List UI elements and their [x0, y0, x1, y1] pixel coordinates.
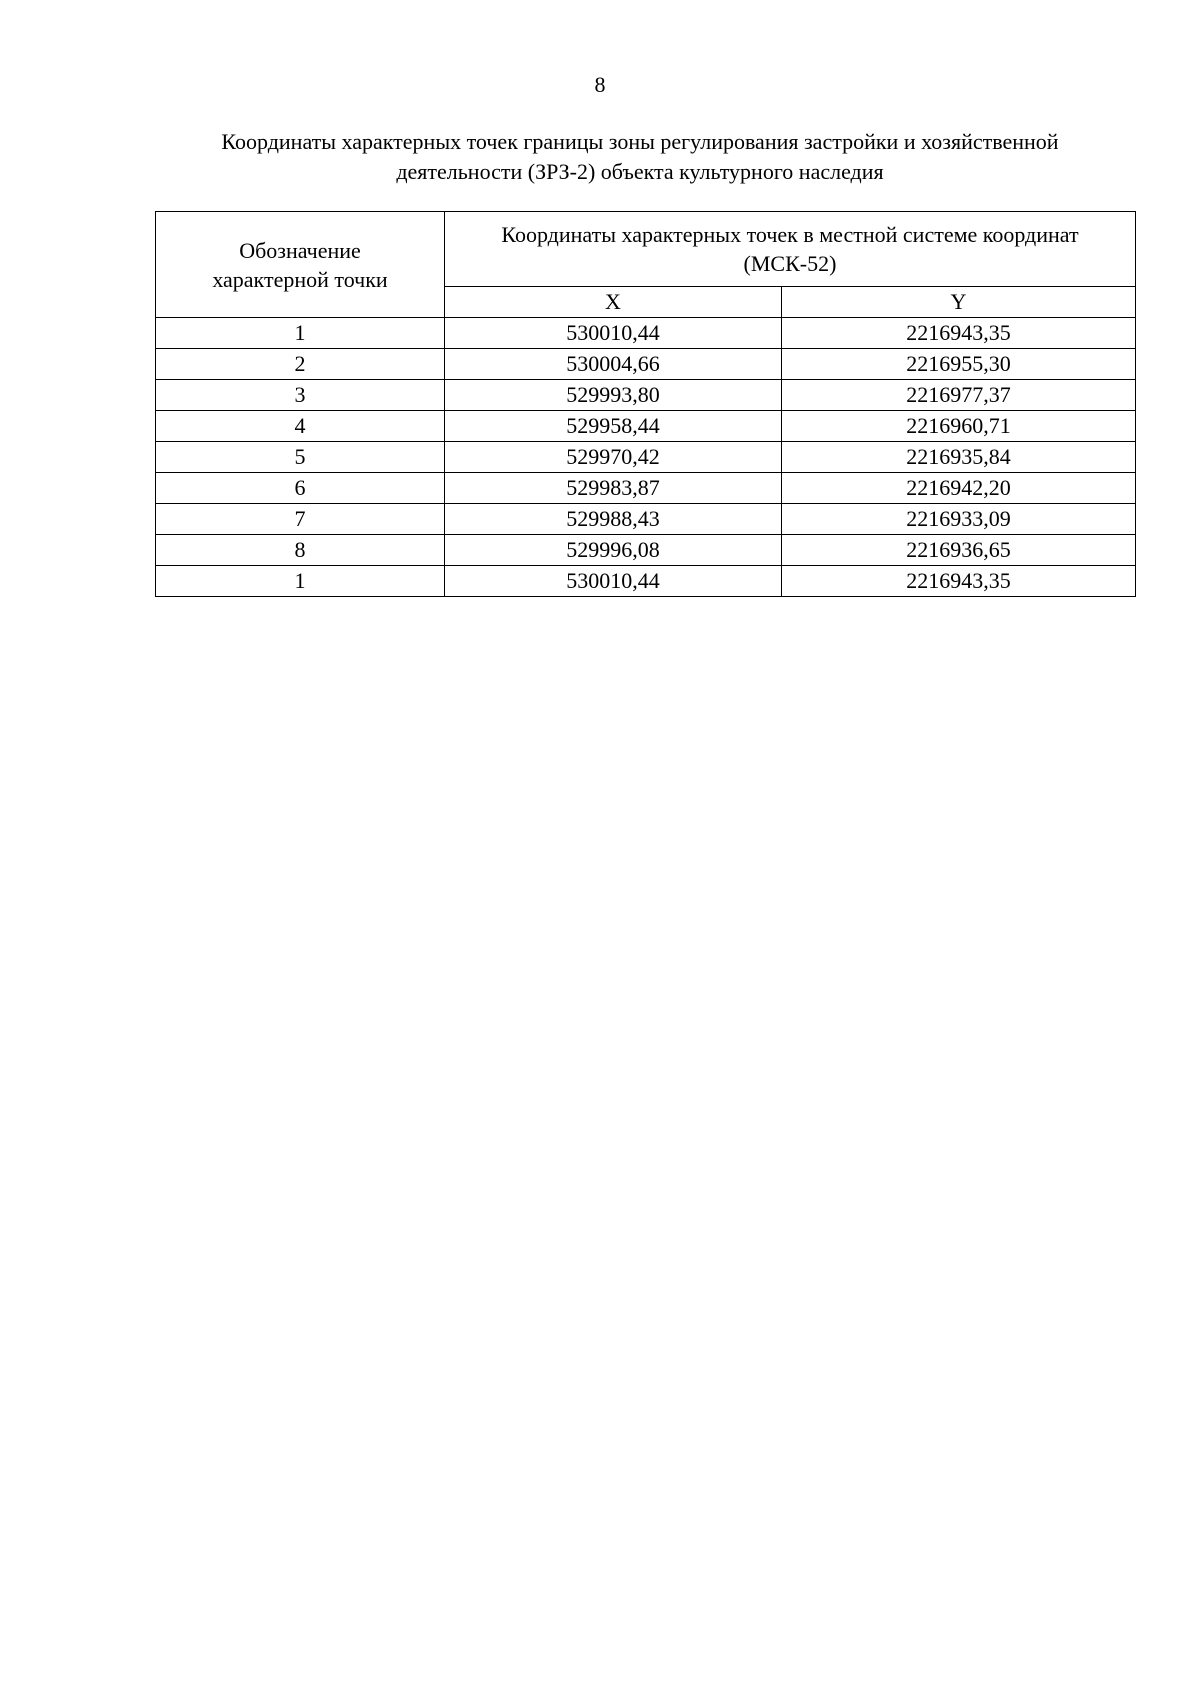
cell-point: 2 — [156, 349, 445, 380]
cell-x: 529970,42 — [445, 442, 782, 473]
cell-y: 2216933,09 — [782, 504, 1136, 535]
cell-y: 2216943,35 — [782, 566, 1136, 597]
cell-point: 1 — [156, 318, 445, 349]
table-row — [156, 566, 1136, 597]
cell-y: 2216977,37 — [782, 380, 1136, 411]
header-coords-line-2: (МСК-52) — [743, 251, 837, 276]
table-row — [156, 504, 1136, 535]
cell-point: 5 — [156, 442, 445, 473]
header-y: Y — [782, 287, 1136, 318]
header-coords-line-1: Координаты характерных точек в местной системе координат — [501, 222, 1079, 247]
document-title-line-1: Координаты характерных точек границы зоны регулирования застройки и хозяйственной — [221, 129, 1059, 154]
page-number: 8 — [594, 72, 606, 97]
table-row — [156, 473, 1136, 504]
cell-x: 529988,43 — [445, 504, 782, 535]
cell-point: 6 — [156, 473, 445, 504]
table-row — [156, 380, 1136, 411]
header-point-designation — [156, 212, 445, 318]
coordinates-table — [155, 211, 1136, 597]
cell-y: 2216942,20 — [782, 473, 1136, 504]
header-point-line-1: Обозначение — [239, 237, 361, 263]
cell-x: 529983,87 — [445, 473, 782, 504]
table-row — [156, 442, 1136, 473]
cell-point: 1 — [156, 566, 445, 597]
table-header-row — [156, 212, 1136, 287]
header-point-line-2: характерной точки — [212, 266, 388, 292]
cell-y: 2216960,71 — [782, 411, 1136, 442]
table-row — [156, 535, 1136, 566]
document-title-line-2: деятельности (ЗРЗ-2) объекта культурного наследия — [396, 159, 884, 184]
cell-point: 3 — [156, 380, 445, 411]
table-row — [156, 318, 1136, 349]
cell-y: 2216935,84 — [782, 442, 1136, 473]
cell-point: 8 — [156, 535, 445, 566]
cell-point: 4 — [156, 411, 445, 442]
table-body — [156, 318, 1136, 597]
header-coordinates — [445, 212, 1136, 287]
cell-x: 529958,44 — [445, 411, 782, 442]
cell-y: 2216943,35 — [782, 318, 1136, 349]
cell-y: 2216936,65 — [782, 535, 1136, 566]
cell-x: 530010,44 — [445, 566, 782, 597]
table-row — [156, 349, 1136, 380]
cell-point: 7 — [156, 504, 445, 535]
header-x: X — [445, 287, 782, 318]
document-title — [160, 127, 1120, 187]
cell-x: 529996,08 — [445, 535, 782, 566]
table-row — [156, 411, 1136, 442]
cell-x: 529993,80 — [445, 380, 782, 411]
cell-x: 530004,66 — [445, 349, 782, 380]
cell-y: 2216955,30 — [782, 349, 1136, 380]
cell-x: 530010,44 — [445, 318, 782, 349]
